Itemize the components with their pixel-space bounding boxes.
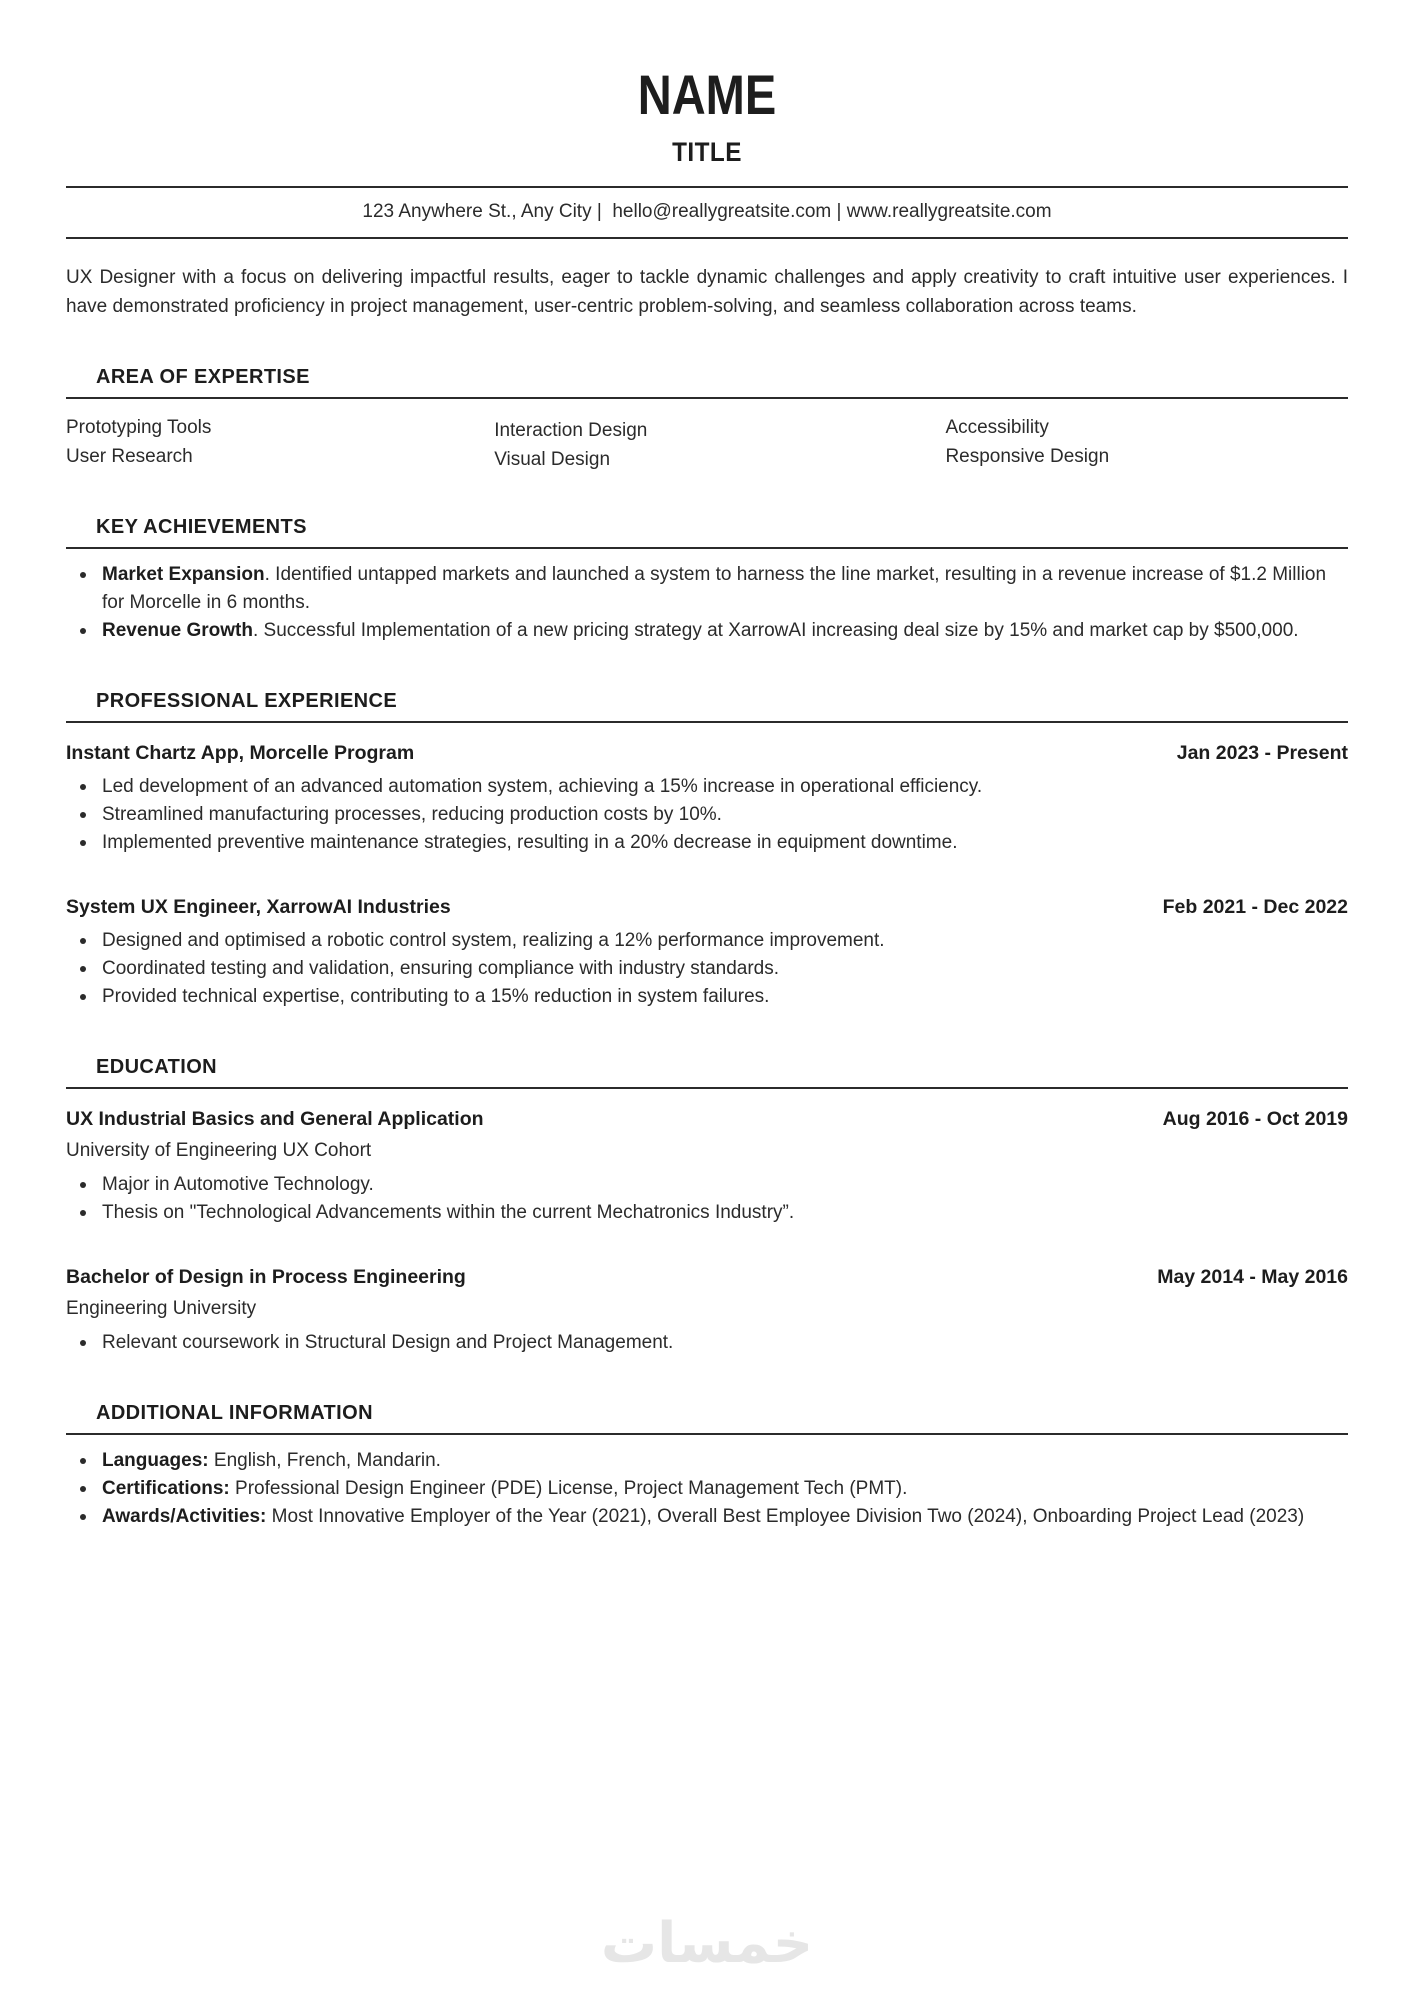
section-heading-education: EDUCATION — [96, 1056, 218, 1078]
additional-label: Certifications: — [102, 1478, 230, 1499]
section-divider — [66, 547, 1348, 549]
education-header — [66, 1105, 1348, 1133]
job-bullet: Streamlined manufacturing processes, reducing production costs by 10%. — [102, 801, 1348, 829]
resume-header — [66, 64, 1348, 239]
education-bullet: Thesis on "Technological Advancements within the current Mechatronics Industry”. — [102, 1199, 1348, 1227]
contact-line: 123 Anywhere St., Any City | hello@reallygreatsite.com | www.reallygreatsite.com — [362, 201, 1052, 222]
expertise-item: Responsive Design — [945, 446, 1110, 467]
section-experience — [66, 689, 1348, 1011]
section-divider — [66, 397, 1348, 399]
additional-label: Languages: — [102, 1450, 209, 1471]
achievement-text: . Successful Implementation of a new pricing strategy at XarrowAI increasing deal size by 15% and market cap by $500,000. — [252, 620, 1299, 641]
additional-list — [66, 1447, 1348, 1531]
khamsat-watermark-logo: خمسات — [600, 1911, 814, 1976]
job-bullet: Coordinated testing and validation, ensuring compliance with industry standards. — [102, 955, 1348, 983]
job-entry — [66, 893, 1348, 1011]
achievement-item — [102, 617, 1348, 645]
job-title: Instant Chartz App, Morcelle Program — [66, 742, 415, 764]
section-divider — [66, 1087, 1348, 1089]
school-name: Engineering University — [66, 1298, 257, 1319]
section-divider — [66, 721, 1348, 723]
job-bullet: Designed and optimised a robotic control system, realizing a 12% performance improvement. — [102, 927, 1348, 955]
additional-item — [102, 1503, 1348, 1531]
achievement-text: . Identified untapped markets and launched a system to harness the line market, resulting in a revenue increase of $1.2 Million for Morcelle in 6 months. — [102, 564, 1327, 613]
expertise-item: Accessibility — [945, 417, 1049, 438]
additional-text: Most Innovative Employer of the Year (2021), Overall Best Employee Division Two (2024), Onboarding Project Lead (2023) — [266, 1506, 1305, 1527]
additional-item — [102, 1475, 1348, 1503]
job-bullet: Provided technical expertise, contributing to a 15% reduction in system failures. — [102, 983, 1348, 1011]
achievements-list — [66, 561, 1348, 645]
section-education — [66, 1055, 1348, 1357]
achievement-lead: Revenue Growth — [102, 620, 253, 641]
expertise-item: User Research — [66, 446, 193, 467]
job-entry — [66, 739, 1348, 857]
job-bullet-list — [66, 773, 1348, 857]
summary-paragraph: UX Designer with a focus on delivering impactful results, eager to tackle dynamic challenges and apply creativity to craft intuitive user experiences. I have demonstrated proficiency in project management, user-centric problem-solving, and seamless collaboration across teams. — [66, 267, 1348, 317]
name-heading: NAME — [637, 63, 777, 126]
education-bullet-list — [66, 1171, 1348, 1227]
expertise-column-3 — [945, 413, 1348, 471]
job-bullet: Implemented preventive maintenance strategies, resulting in a 20% decrease in equipment downtime. — [102, 829, 1348, 857]
section-heading-expertise: AREA OF EXPERTISE — [96, 366, 310, 388]
section-divider — [66, 1433, 1348, 1435]
expertise-item: Interaction Design — [494, 420, 648, 441]
achievement-item — [102, 561, 1348, 617]
section-achievements — [66, 515, 1348, 645]
additional-label: Awards/Activities: — [102, 1506, 267, 1527]
expertise-item: Visual Design — [494, 449, 611, 470]
additional-text: Professional Design Engineer (PDE) License, Project Management Tech (PMT). — [229, 1478, 908, 1499]
section-heading-experience: PROFESSIONAL EXPERIENCE — [96, 690, 398, 712]
expertise-column-2 — [494, 413, 945, 471]
job-bullet-list — [66, 927, 1348, 1011]
additional-text: English, French, Mandarin. — [208, 1450, 441, 1471]
expertise-grid — [66, 413, 1348, 471]
section-heading-achievements: KEY ACHIEVEMENTS — [96, 516, 307, 538]
job-bullet: Led development of an advanced automation system, achieving a 15% increase in operational efficiency. — [102, 773, 1348, 801]
section-heading-additional: ADDITIONAL INFORMATION — [96, 1402, 373, 1424]
expertise-item: Prototyping Tools — [66, 417, 212, 438]
education-bullet: Relevant coursework in Structural Design and Project Management. — [102, 1329, 1348, 1357]
title-heading: TITLE — [672, 137, 742, 167]
job-dates: Feb 2021 - Dec 2022 — [1162, 896, 1348, 918]
job-dates: Jan 2023 - Present — [1176, 742, 1348, 764]
additional-item — [102, 1447, 1348, 1475]
school-name: University of Engineering UX Cohort — [66, 1140, 372, 1161]
degree-title: Bachelor of Design in Process Engineering — [66, 1266, 466, 1288]
job-header — [66, 739, 1348, 767]
education-entry — [66, 1105, 1348, 1227]
achievement-lead: Market Expansion — [102, 564, 265, 585]
section-additional — [66, 1401, 1348, 1531]
job-header — [66, 893, 1348, 921]
header-divider-bottom — [66, 237, 1348, 239]
education-bullet: Major in Automotive Technology. — [102, 1171, 1348, 1199]
education-dates: Aug 2016 - Oct 2019 — [1162, 1108, 1348, 1130]
job-title: System UX Engineer, XarrowAI Industries — [66, 896, 451, 918]
education-entry — [66, 1263, 1348, 1357]
education-header — [66, 1263, 1348, 1291]
education-dates: May 2014 - May 2016 — [1157, 1266, 1348, 1288]
education-bullet-list — [66, 1329, 1348, 1357]
degree-title: UX Industrial Basics and General Application — [66, 1108, 484, 1130]
expertise-column-1 — [66, 413, 494, 471]
section-expertise — [66, 365, 1348, 471]
